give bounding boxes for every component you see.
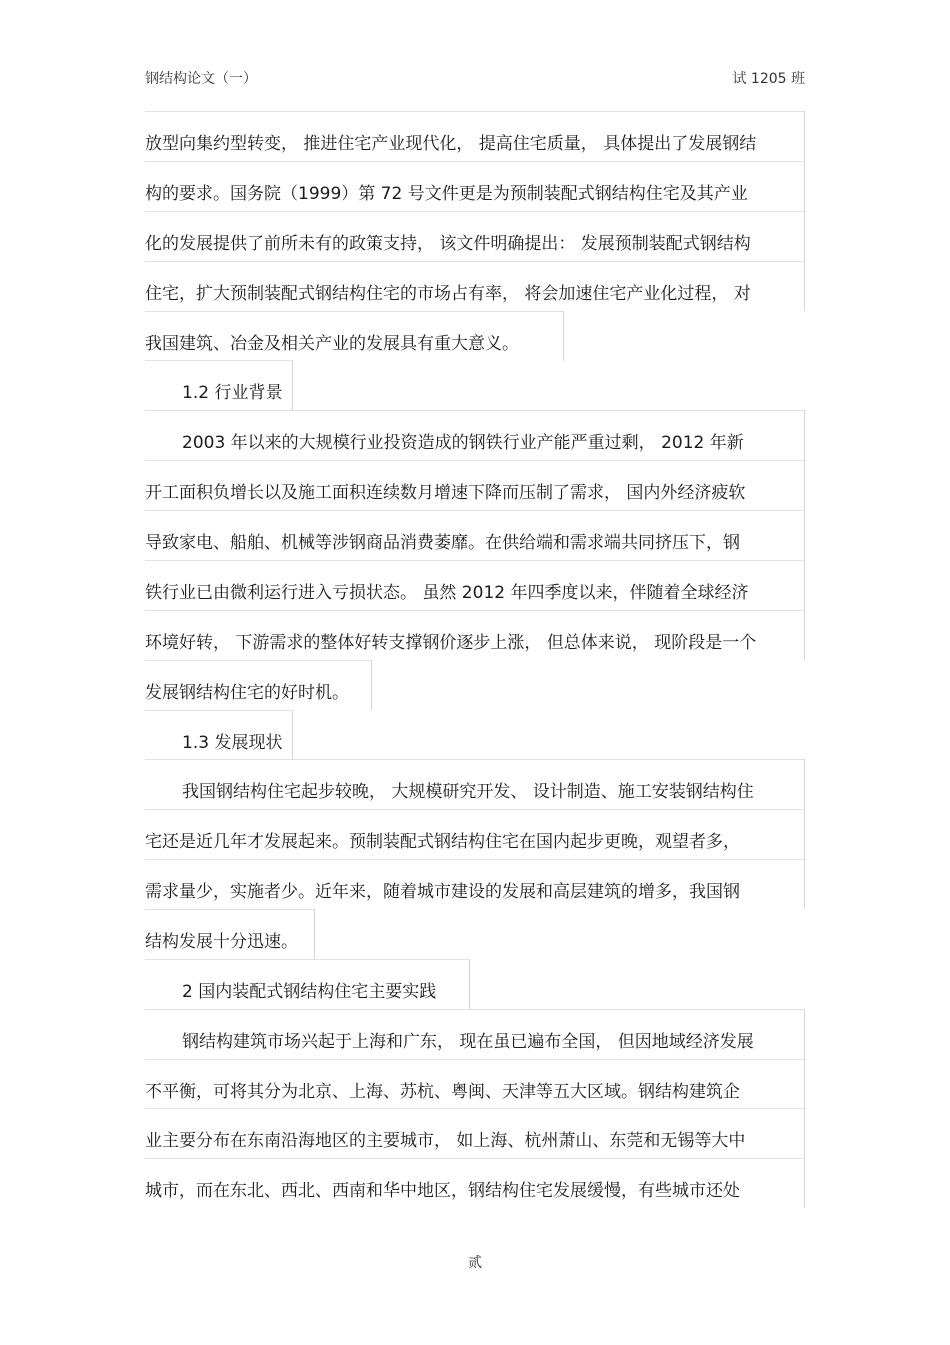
paragraph-line: 住宅，扩大预制装配式钢结构住宅的市场占有率， 将会加速住宅产业化过程， 对 bbox=[145, 277, 805, 311]
paragraph-line: 环境好转， 下游需求的整体好转支撑钢价逐步上涨， 但总体来说， 现阶段是一个 bbox=[145, 626, 805, 660]
paragraph-line: 开工面积负增长以及施工面积连续数月增速下降而压制了需求， 国内外经济疲软 bbox=[145, 476, 805, 510]
section-heading-2: 2 国内装配式钢结构住宅主要实践 bbox=[145, 975, 470, 1009]
paragraph-line: 导致家电、船舶、机械等涉钢商品消费萎靡。在供给端和需求端共同挤压下，钢 bbox=[145, 526, 805, 560]
paragraph-line: 结构发展十分迅速。 bbox=[145, 925, 315, 959]
paragraph-line: 发展钢结构住宅的好时机。 bbox=[145, 676, 372, 710]
paragraph-line: 城市，而在东北、西北、西南和华中地区，钢结构住宅发展缓慢，有些城市还处 bbox=[145, 1174, 805, 1208]
paragraph-line: 铁行业已由微利运行进入亏损状态。 虽然 2012 年四季度以来，伴随着全球经济 bbox=[145, 576, 805, 610]
paragraph-line: 放型向集约型转变， 推进住宅产业现代化， 提高住宅质量， 具体提出了发展钢结 bbox=[145, 127, 805, 161]
paragraph-line: 不平衡，可将其分为北京、上海、苏杭、粤闽、天津等五大区域。钢结构建筑企 bbox=[145, 1075, 805, 1109]
paragraph-line: 宅还是近几年才发展起来。预制装配式钢结构住宅在国内起步更晚，观望者多， bbox=[145, 825, 805, 859]
running-header-class: 试 1205 班 bbox=[732, 71, 805, 87]
paragraph-line: 我国建筑、冶金及相关产业的发展具有重大意义。 bbox=[145, 327, 564, 361]
paragraph-line: 业主要分布在东南沿海地区的主要城市， 如上海、杭州萧山、东莞和无锡等大中 bbox=[145, 1124, 805, 1158]
paragraph-line: 2003 年以来的大规模行业投资造成的钢铁行业产能严重过剩， 2012 年新 bbox=[145, 426, 805, 460]
paragraph-line: 化的发展提供了前所未有的政策支持， 该文件明确提出： 发展预制装配式钢结构 bbox=[145, 227, 805, 261]
paragraph-line: 钢结构建筑市场兴起于上海和广东， 现在虽已遍布全国， 但因地域经济发展 bbox=[145, 1025, 805, 1059]
page-number: 贰 bbox=[468, 1255, 482, 1271]
paragraph-line: 我国钢结构住宅起步较晚， 大规模研究开发、 设计制造、施工安装钢结构住 bbox=[145, 775, 805, 809]
section-heading-1-3: 1.3 发展现状 bbox=[145, 726, 293, 760]
running-header-title: 钢结构论文（一） bbox=[145, 71, 257, 87]
paragraph-line: 需求量少，实施者少。近年来，随着城市建设的发展和高层建筑的增多，我国钢 bbox=[145, 875, 805, 909]
section-heading-1-2: 1.2 行业背景 bbox=[145, 376, 293, 410]
paragraph-line: 构的要求。国务院（1999）第 72 号文件更是为预制装配式钢结构住宅及其产业 bbox=[145, 177, 805, 211]
